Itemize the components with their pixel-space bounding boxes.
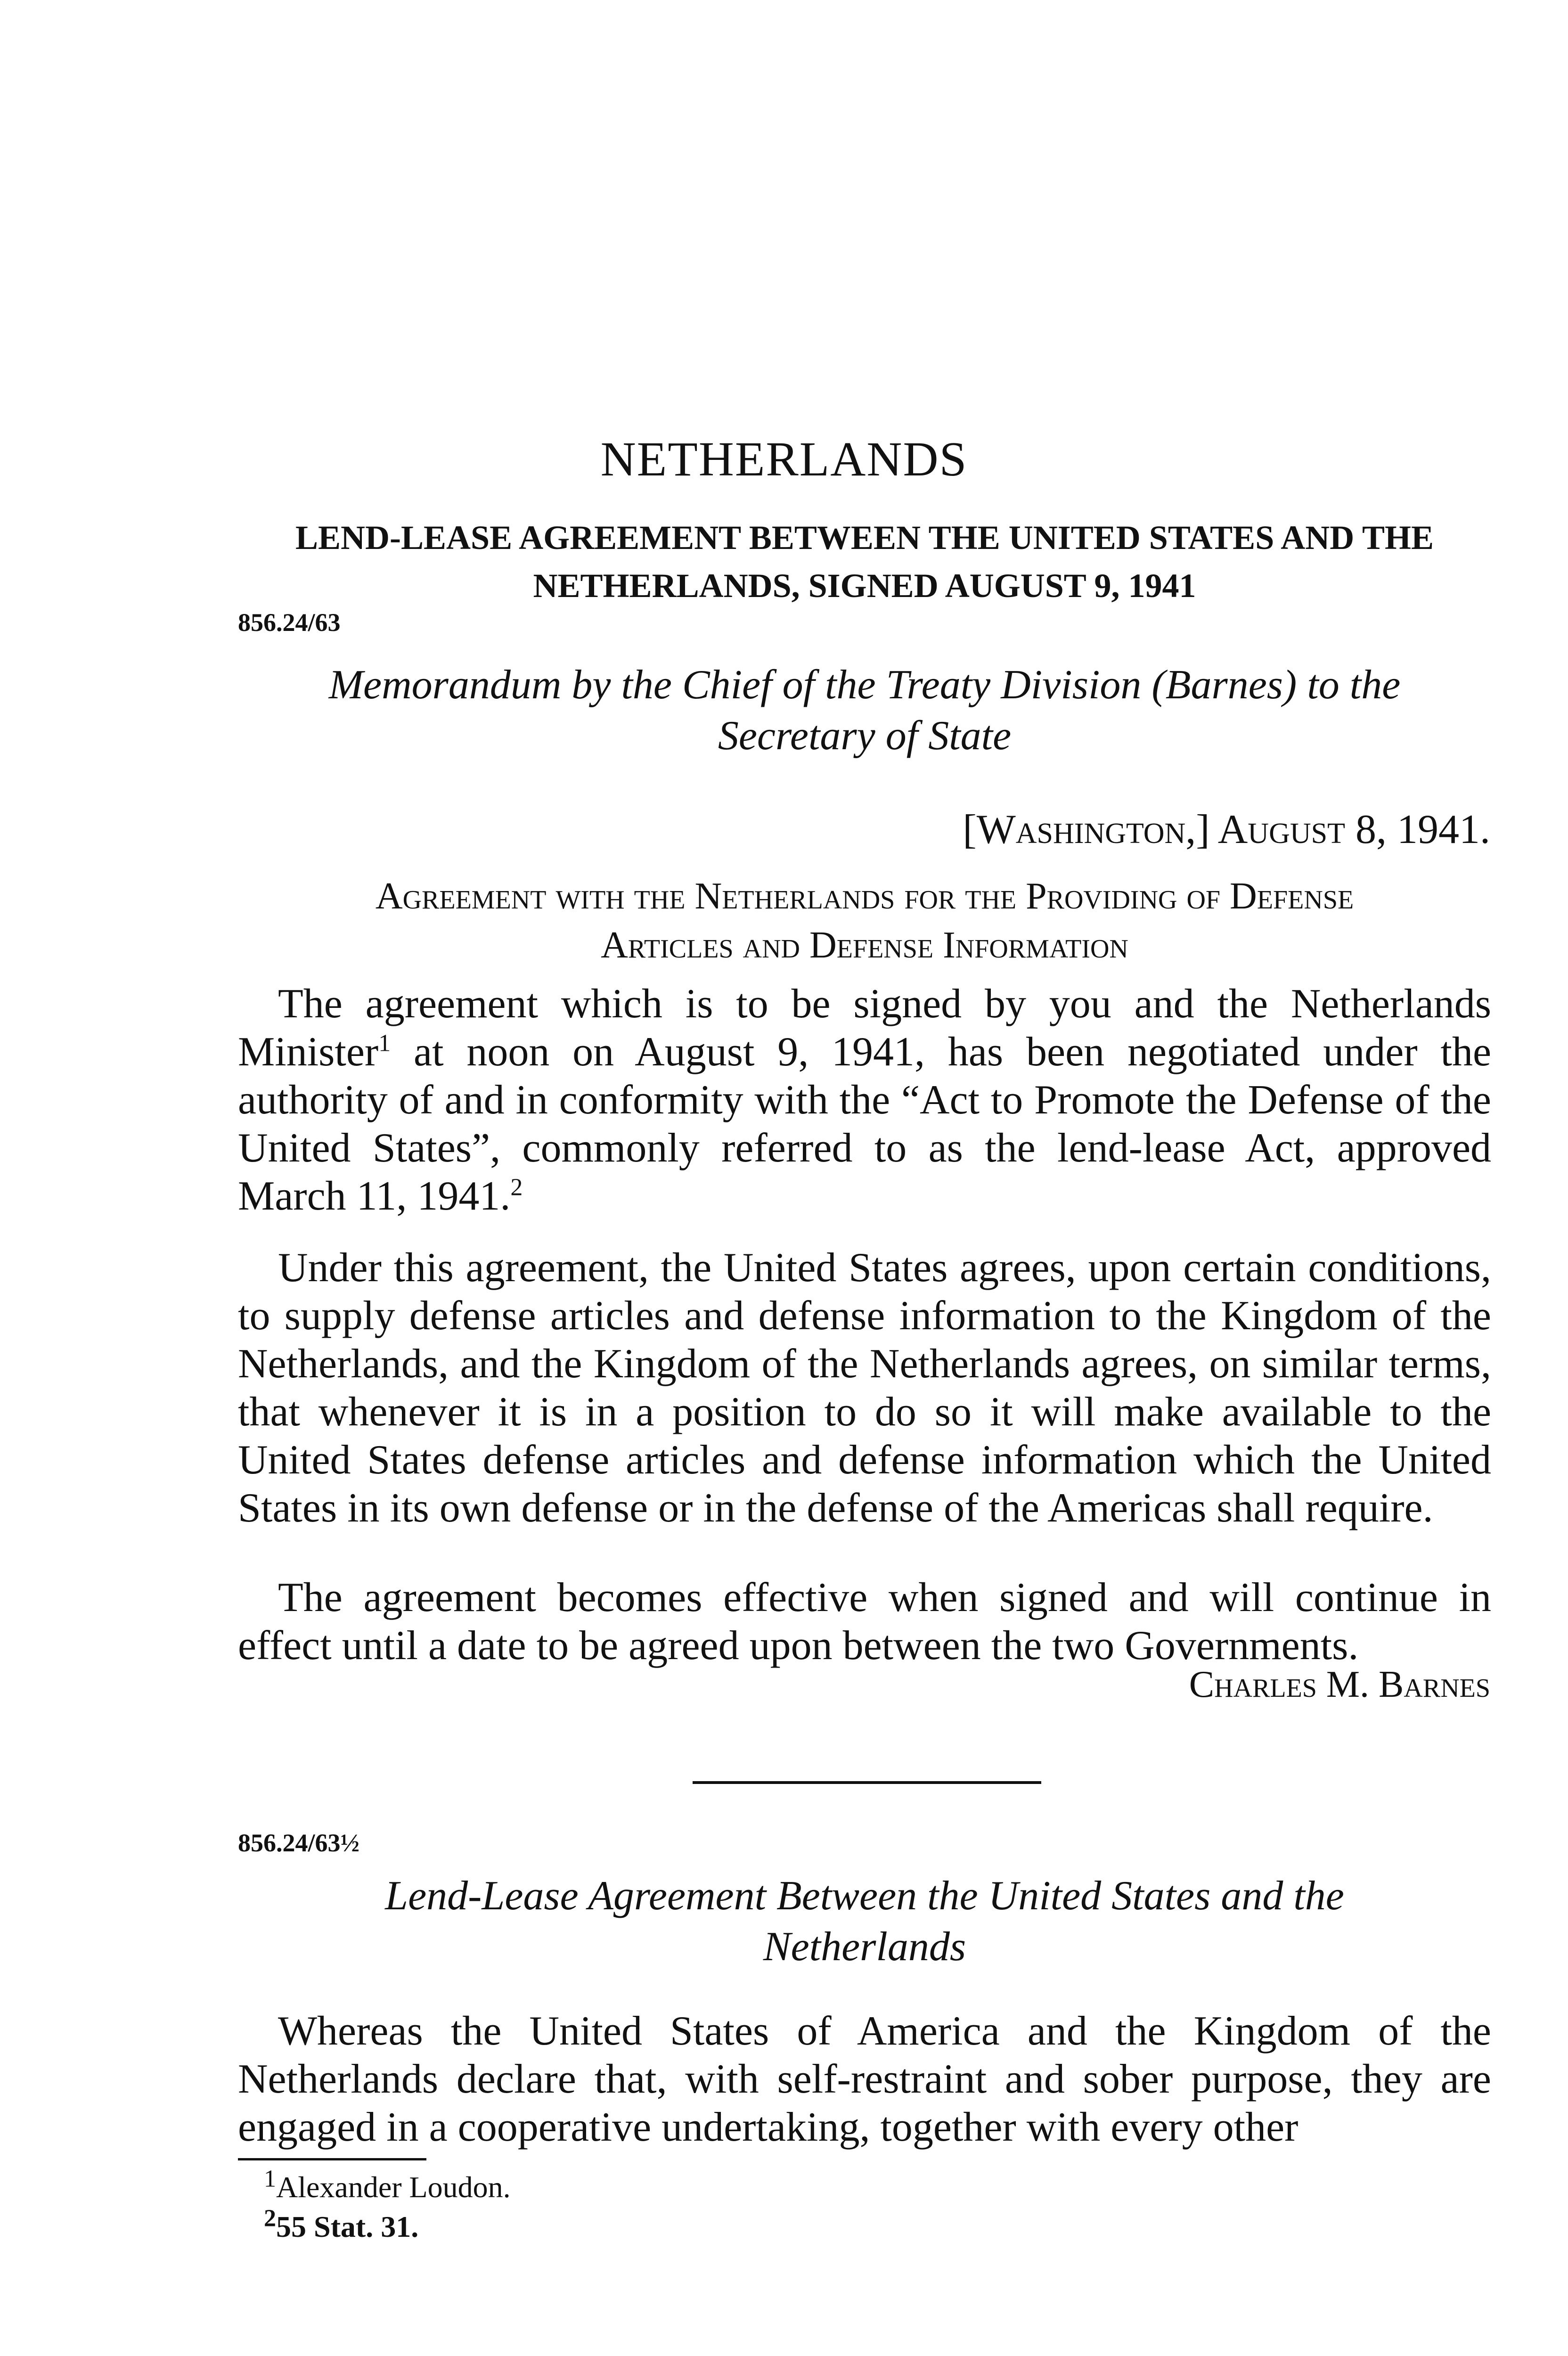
- footnote-divider: [238, 2158, 426, 2160]
- memo-title: [238, 660, 1491, 761]
- memo-paragraph-1-text-b: at noon on August 9, 1941, has been negotiated under the authority of and in conformity with the “Act to Promote the Defense of the United States”, commonly referred to as the lend-lease Act, approved March 11, 1941.: [238, 1029, 1491, 1219]
- footnote-1-mark: 1: [264, 2165, 276, 2192]
- memo-paragraph-2-text: Under this agreement, the United States agrees, upon certain conditions, to supply defense articles and defense information to the Kingdom of the Netherlands, and the Kingdom of the Netherlands agrees, on similar terms, that whenever it is in a position to do so it will make available to the United States defense articles and defense information which the United States in its own defense or in the defense of the Americas shall require.: [238, 1245, 1491, 1531]
- agreement-title-line2: Netherlands: [763, 1924, 966, 1970]
- footnotes: [264, 2165, 511, 2247]
- memo-file-number: 856.24/63: [238, 608, 341, 637]
- memo-paragraph-1: [238, 980, 1491, 1220]
- memo-paragraph-1-text-a: The agreement which is to be signed by you and the Netherlands Minister: [238, 981, 1491, 1075]
- country-heading: NETHERLANDS: [600, 432, 968, 486]
- section-heading-line1: LEND-LEASE AGREEMENT BETWEEN THE UNITED STATES AND THE: [295, 519, 1434, 556]
- section-divider: [693, 1781, 1041, 1784]
- memo-title-line1: Memorandum by the Chief of the Treaty Division (Barnes) to the: [328, 662, 1401, 708]
- memo-paragraph-3-text: The agreement becomes effective when signed and will continue in effect until a date to be agreed upon between the two Governments.: [238, 1575, 1491, 1669]
- footnote-1: [264, 2165, 511, 2207]
- footnote-2-mark: 2: [264, 2205, 276, 2232]
- memo-paragraph-2: [238, 1244, 1491, 1532]
- memo-signature: Charles M. Barnes: [1189, 1664, 1490, 1705]
- footnote-1-text: Alexander Loudon.: [276, 2170, 511, 2204]
- memo-paragraph-3: [238, 1574, 1491, 1670]
- agreement-paragraph-1: [238, 2007, 1491, 2151]
- footnote-2: [264, 2207, 511, 2247]
- memo-title-line2: Secretary of State: [718, 713, 1012, 759]
- footnote-ref-1: 1: [378, 1030, 391, 1057]
- agreement-file-number: 856.24/63½: [238, 1829, 360, 1857]
- memo-subject-line1: Agreement with the Netherlands for the Providing of Defense: [375, 875, 1354, 917]
- memo-dateline: [Washington,] August 8, 1941.: [963, 807, 1490, 852]
- agreement-title-line1: Lend-Lease Agreement Between the United States and the: [385, 1873, 1344, 1919]
- agreement-title: [238, 1871, 1491, 1972]
- section-heading-line2: NETHERLANDS, SIGNED AUGUST 9, 1941: [533, 567, 1196, 605]
- memo-subject: [238, 872, 1491, 970]
- agreement-paragraph-1-text: Whereas the United States of America and the Kingdom of the Netherlands declare that, with self-restraint and sober purpose, they are engaged in a cooperative undertaking, together with every other: [238, 2008, 1491, 2150]
- footnote-2-text: 55 Stat. 31.: [276, 2210, 419, 2243]
- section-heading: [238, 514, 1491, 610]
- memo-subject-line2: Articles and Defense Information: [601, 924, 1128, 966]
- footnote-ref-2: 2: [510, 1174, 523, 1201]
